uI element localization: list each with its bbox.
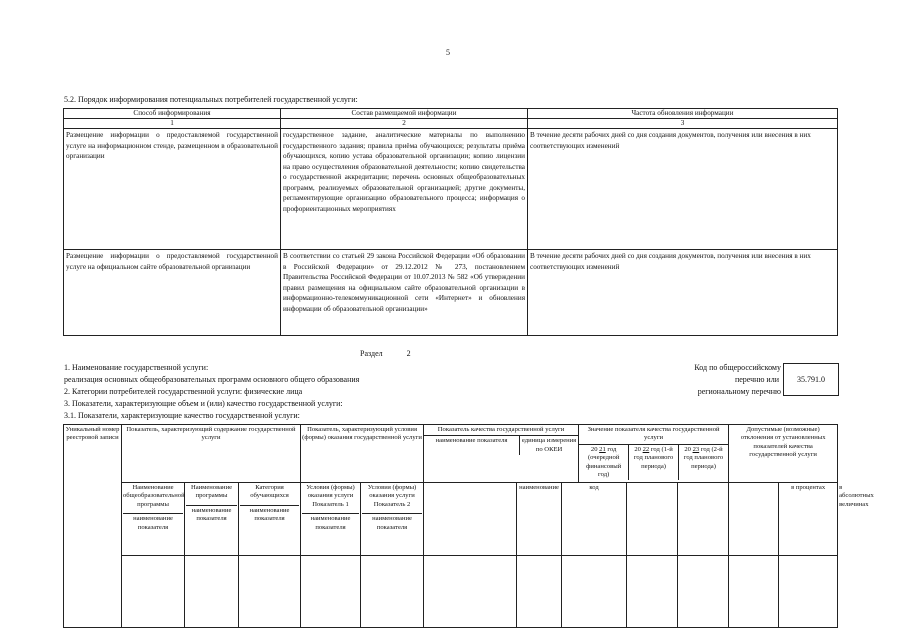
content-col-1: Наименование общеобразовательной программы наименование показателя <box>122 483 185 556</box>
quality-subheader <box>424 436 578 455</box>
page-number: 5 <box>446 48 450 57</box>
empty-cell <box>301 556 361 628</box>
empty-cell <box>239 556 301 628</box>
deviation-percent-col: в процентах <box>779 483 838 556</box>
year3-col <box>729 483 779 556</box>
indicators-heading: 3. Показатели, характеризующие объем и (или) качество государственной услуги: <box>64 399 343 408</box>
informing-table <box>63 108 838 336</box>
conditions-indicator-header: Показатель, характеризующий условия (формы) оказания государственной услуги <box>301 425 424 483</box>
content-cell: В соответствии со статьей 29 закона Российской Федерации «Об образовании в Российской Федерации» от 29.12.2012 № 273, постановлением Правительства Российской Федерации от 10.07.2013 № 582 «Об утверждении правил размещения на официальном сайте образовательной организации в информационно-телекоммуникационной сети «Интернет» и обновления информации об образовательной организации» <box>281 250 528 336</box>
col-number: 1 <box>64 119 281 129</box>
conditions-col-2: Условия (формы) оказания услуги Показатель 2 наименование показателя <box>361 483 424 556</box>
empty-cell <box>424 556 517 628</box>
year1-header: 20 21 год (очередной финансовый год) <box>579 445 629 481</box>
values-header <box>579 425 729 483</box>
values-title: Значение показателя качества государственной услуги <box>579 425 728 445</box>
empty-cell <box>779 556 838 628</box>
year2-col <box>678 483 729 556</box>
content-col-3: Категория обучающихся наименование показателя <box>239 483 301 556</box>
header-content: Состав размещаемой информации <box>281 109 528 119</box>
empty-cell <box>185 556 239 628</box>
header-method: Способ информирования <box>64 109 281 119</box>
service-name-label: 1. Наименование государственной услуги: <box>64 363 209 372</box>
quality-indicator-title: Показатель качества государственной услуги <box>424 425 578 436</box>
section-heading <box>360 349 411 358</box>
header-frequency: Частота обновления информации <box>528 109 838 119</box>
table2-header-row <box>64 425 838 483</box>
deviation-header: Допустимые (возможные) отклонения от установленных показателей качества государственной услуги <box>729 425 838 483</box>
table-row <box>64 556 838 628</box>
section-label: Раздел <box>360 349 383 358</box>
quality-indicators-table <box>63 424 874 628</box>
table-row <box>64 250 838 336</box>
unit-code-col: код <box>562 483 627 556</box>
indicator-name-header: наименование показателя <box>424 436 520 455</box>
empty-cell <box>729 556 779 628</box>
frequency-cell: В течение десяти рабочих дней со дня создания документов, получения или внесения в них соответствующих изменений <box>528 250 838 336</box>
code-label-2: перечню или <box>734 375 779 384</box>
table-number-row <box>64 119 838 129</box>
code-label-3: региональному перечню <box>697 387 781 396</box>
method-cell: Размещение информации о предоставляемой государственной услуге на официальном сайте образовательной организации <box>64 250 281 336</box>
consumer-category: 2. Категории потребителей государственной услуги: физические лица <box>64 387 303 396</box>
empty-cell <box>361 556 424 628</box>
year2-header: 20 22 год (1-й год планового периода) <box>629 445 679 481</box>
indicator-name-col <box>424 483 517 556</box>
method-cell: Размещение информации о предоставляемой государственной услуге на информационном стенде, размещенном в образовательной организации <box>64 129 281 250</box>
content-col-2: Наименование программы наименование показателя <box>185 483 239 556</box>
conditions-col-1: Условия (формы) оказания услуги Показатель 1 наименование показателя <box>301 483 361 556</box>
empty-cell <box>122 556 185 628</box>
empty-cell <box>517 556 562 628</box>
content-indicator-header: Показатель, характеризующий содержание государственной услуги <box>122 425 301 483</box>
year3-header: 20 23 год (2-й год планового периода) <box>683 445 724 470</box>
table-header-row <box>64 109 838 119</box>
registry-code-box: 35.791.0 <box>783 363 839 396</box>
years-subheader <box>579 445 728 481</box>
unit-okei-header: единица измерения по ОКЕИ <box>521 437 577 453</box>
col-number: 2 <box>281 119 528 129</box>
table-row <box>64 129 838 250</box>
frequency-cell: В течение десяти рабочих дней со дня создания документов, получения или внесения в них соответствующих изменений <box>528 129 838 250</box>
empty-cell <box>562 556 627 628</box>
quality-indicator-header <box>424 425 579 483</box>
section-number: 2 <box>406 349 411 358</box>
section-5-2-title: 5.2. Порядок информирования потенциальных потребителей государственной услуги: <box>64 95 358 104</box>
quality-indicators-heading: 3.1. Показатели, характеризующие качество государственной услуги: <box>64 411 300 420</box>
unique-number-header: Уникальный номер реестровой записи <box>64 425 122 628</box>
empty-cell <box>678 556 729 628</box>
empty-cell <box>627 556 678 628</box>
table2-subheader-row: Наименование общеобразовательной программы наименование показателя Наименование программы наименование показателя Категория обучающихся наименование показателя Условия (формы) оказания услуги Показатель 1 наименование показателя Условия (формы) оказания услуги Показатель 2 наименование показателя наименование код в процентах в абсолютных величинах <box>64 483 838 556</box>
unit-name-col: наименование <box>517 483 562 556</box>
year1-col <box>627 483 678 556</box>
service-name-value: реализация основных общеобразовательных программ основного общего образования <box>64 375 360 384</box>
col-number: 3 <box>528 119 838 129</box>
content-cell: государственное задание, аналитические материалы по выполнению государственного задания; правила приёма обучающихся; результаты приёма обучающихся, копию устава образовательной организации; копию лицензии на право осуществления образовательной деятельности; копию свидетельства о государственной аккредитации; перечень основных общеобразовательных программ, реализуемых образовательной организацией; другие документы, регламентирующие организацию образовательного процесса; информация о профориентационных мероприятиях <box>281 129 528 250</box>
code-label-1: Код по общероссийскому <box>694 363 781 372</box>
